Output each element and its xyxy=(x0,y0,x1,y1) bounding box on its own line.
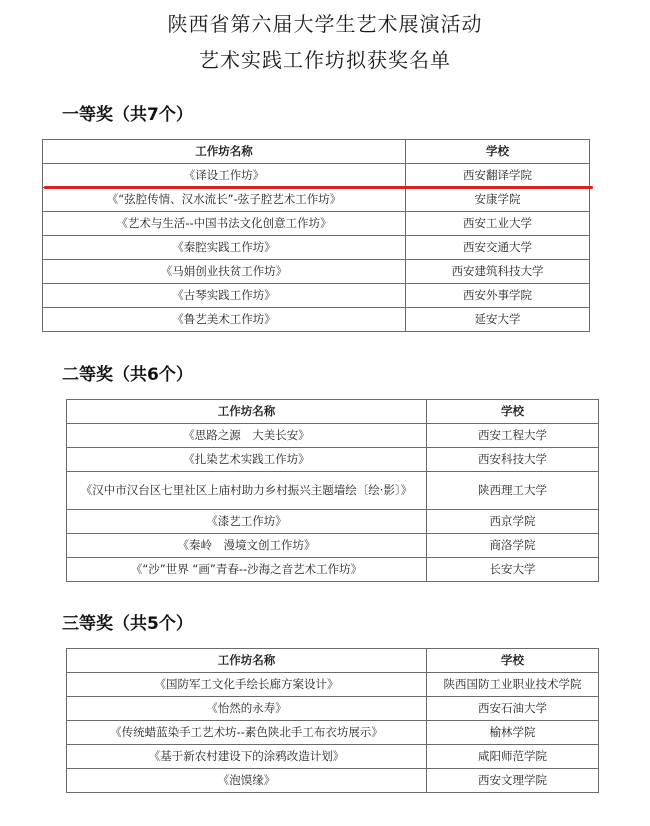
column-header-school: 学校 xyxy=(427,400,599,424)
workshop-name-cell: 《秦岭 漫境文创工作坊》 xyxy=(67,534,427,558)
column-header-name: 工作坊名称 xyxy=(67,649,427,673)
workshop-name-cell: 《泡馍缘》 xyxy=(67,769,427,793)
workshop-name-cell: 《国防军工文化手绘长廊方案设计》 xyxy=(67,673,427,697)
workshop-name-cell: 《思路之源 大美长安》 xyxy=(67,424,427,448)
column-header-name: 工作坊名称 xyxy=(67,400,427,424)
school-cell: 榆林学院 xyxy=(427,721,599,745)
workshop-name-cell: 《译设工作坊》 xyxy=(43,164,406,188)
workshop-name-cell: 《马娟创业扶贫工作坊》 xyxy=(43,260,406,284)
school-cell: 陕西国防工业职业技术学院 xyxy=(427,673,599,697)
third-prize-heading: 三等奖（共5个） xyxy=(62,614,193,634)
school-cell: 西安工业大学 xyxy=(406,212,590,236)
third-prize-table xyxy=(66,648,599,793)
table-header-row xyxy=(43,140,590,164)
second-prize-table xyxy=(66,399,599,582)
first-prize-heading: 一等奖（共7个） xyxy=(62,105,193,125)
school-cell: 商洛学院 xyxy=(427,534,599,558)
school-cell: 西安外事学院 xyxy=(406,284,590,308)
second-prize-heading: 二等奖（共6个） xyxy=(62,365,193,385)
red-highlight-underline xyxy=(44,186,593,189)
school-cell: 西安文理学院 xyxy=(427,769,599,793)
school-cell: 延安大学 xyxy=(406,308,590,332)
school-cell: 咸阳师范学院 xyxy=(427,745,599,769)
table-header-row xyxy=(67,649,599,673)
workshop-name-cell: 《怡然的永寿》 xyxy=(67,697,427,721)
table-row xyxy=(43,236,590,260)
workshop-name-cell: 《汉中市汉台区七里社区上庙村助力乡村振兴主题墙绘〔绘·影〕》 xyxy=(67,472,427,510)
table-row xyxy=(43,260,590,284)
table-row xyxy=(67,558,599,582)
column-header-name: 工作坊名称 xyxy=(43,140,406,164)
school-cell: 西安翻译学院 xyxy=(406,164,590,188)
table-row xyxy=(43,284,590,308)
table-row xyxy=(67,697,599,721)
table-row xyxy=(67,745,599,769)
column-header-school: 学校 xyxy=(406,140,590,164)
table-row xyxy=(67,721,599,745)
table-row xyxy=(67,534,599,558)
table-row xyxy=(67,769,599,793)
workshop-name-cell: 《艺术与生活--中国书法文化创意工作坊》 xyxy=(43,212,406,236)
table-row xyxy=(43,308,590,332)
workshop-name-cell: 《扎染艺术实践工作坊》 xyxy=(67,448,427,472)
school-cell: 西安科技大学 xyxy=(427,448,599,472)
school-cell: 西安石油大学 xyxy=(427,697,599,721)
page-title: 陕西省第六届大学生艺术展演活动 xyxy=(167,12,483,36)
table-row xyxy=(67,448,599,472)
table-header-row xyxy=(67,400,599,424)
workshop-name-cell: 《秦腔实践工作坊》 xyxy=(43,236,406,260)
workshop-name-cell: 《鲁艺美术工作坊》 xyxy=(43,308,406,332)
table-row xyxy=(43,164,590,188)
school-cell: 西安交通大学 xyxy=(406,236,590,260)
workshop-name-cell: 《漆艺工作坊》 xyxy=(67,510,427,534)
table-row xyxy=(67,510,599,534)
school-cell: 陕西理工大学 xyxy=(427,472,599,510)
workshop-name-cell: 《古琴实践工作坊》 xyxy=(43,284,406,308)
table-row xyxy=(67,424,599,448)
workshop-name-cell: 《基于新农村建设下的涂鸦改造计划》 xyxy=(67,745,427,769)
workshop-name-cell: 《传统蜡蓝染手工艺术坊--素色陕北手工布衣坊展示》 xyxy=(67,721,427,745)
school-cell: 西京学院 xyxy=(427,510,599,534)
school-cell: 安康学院 xyxy=(406,188,590,212)
school-cell: 西安工程大学 xyxy=(427,424,599,448)
school-cell: 西安建筑科技大学 xyxy=(406,260,590,284)
workshop-name-cell: 《“沙”世界 “画”青春--沙海之音艺术工作坊》 xyxy=(67,558,427,582)
table-row xyxy=(67,472,599,510)
page-subtitle: 艺术实践工作坊拟获奖名单 xyxy=(199,48,451,72)
workshop-name-cell: 《“弦腔传情、汉水流长”-弦子腔艺术工作坊》 xyxy=(43,188,406,212)
school-cell: 长安大学 xyxy=(427,558,599,582)
table-row xyxy=(43,188,590,212)
table-row xyxy=(43,212,590,236)
first-prize-table xyxy=(42,139,590,332)
column-header-school: 学校 xyxy=(427,649,599,673)
table-row xyxy=(67,673,599,697)
